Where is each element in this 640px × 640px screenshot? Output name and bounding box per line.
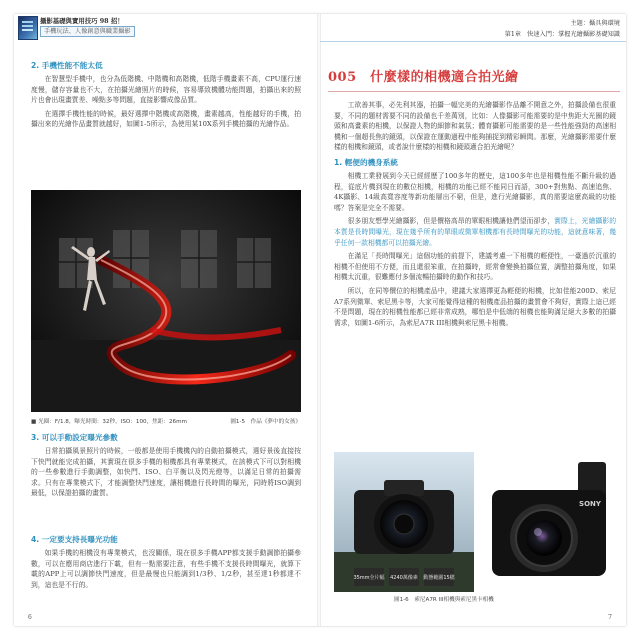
- section-title: 005 什麼樣的相機適合拍光繪: [328, 70, 519, 85]
- camera-badge: 35mm全片幅: [353, 575, 385, 581]
- section-heading: 2. 手機性能不能太低: [31, 61, 103, 70]
- highlighted-text: 實際上，光繪攝影的本質是長時間曝光，現在幾乎所有的單眼或微單相機都有長時間曝光的功能，這就意味著，幾乎任何一款相機都可以拍攝光繪。: [334, 217, 617, 247]
- paragraph: 日常拍攝風景照片的時候，一般都是使用手機機內的自動拍攝模式，選好景後直接按下快門就能完成拍攝，其實現在很多手機的相機都具有專業模式，在該模式下可以對相機的一些參數進行手動調整，如快門、ISO、白平衡以及閃光燈等，以滿足日常的拍攝需求。只有在專業模式下，才能調整快門速度，讓相機進行長時間的曝光，同時將ISO調到最低，以保證拍攝的畫質。: [31, 447, 301, 498]
- paragraph: 在滿足「長時間曝光」這個功能的前提下，建議考慮一下相機的輕便性，一臺過於沉重的相機不但使用不方便，而且還很笨重，在拍攝時，經常會變換拍攝位置，調整拍攝角度，如果相機太沉重，很難應付多個流暢拍攝時的動作和技巧。: [334, 252, 616, 282]
- page-number: 6: [28, 614, 32, 621]
- paragraph: 所以，在同等價位的相機產品中，建議大家選擇更為輕便的相機，比如佳能200D、索尼A7系列微單、索尼黑卡等，大家可能覺得這種的相機產品拍攝的畫質會不夠好，實際上這已經不是問題，現在的相機性能都已經非常成熟，哪怕是中低端的相機也能夠滿足絕大多數的拍攝需求，如圖1-6所示，為索尼A7R III相機與索尼黑卡相機。: [334, 286, 616, 327]
- figure-caption: 圖1-5 作品《夢中的女孩》: [230, 419, 301, 425]
- paragraph: 如果手機的相機沒有專業模式，也沒關係，現在很多手機APP都支援手動調節拍攝參數，可以在應用商店進行下載，但有一點需要注意，有些手機不支援長時間曝光，就算下載的APP上可以調節快門速度，但是最慢也只能調到1/3秒、1/2秒，甚至達1秒都達不到，這也是不行的。: [31, 549, 301, 589]
- right-page: [320, 14, 626, 626]
- section-heading: 3. 可以手動設定曝光參數: [31, 433, 118, 442]
- photo-parameters: ■ 光圈：F/1.8，曝光時間：32秒，ISO：100，焦距：26mm: [31, 419, 187, 425]
- figure-caption: 圖1-6 索尼A7R III相機與索尼黑卡相機: [394, 597, 494, 603]
- paragraph: 相機工業發展到今天已經經歷了100多年的歷史，這100多年也是相機性能不斷升級的過程，從底片機到現在的數位相機，相機的功能已經不能同日而語，300+對焦點、高速追焦、4K攝影、14級高寬容度等新功能層出不窮，但是，進行光繪攝影，真的需要這麼高級的功能嗎？答案是完全不需要。: [334, 171, 616, 212]
- chapter-title: 第1章 快速入門：掌握光繪攝影基礎知識: [504, 31, 620, 38]
- section-rule: [328, 91, 620, 92]
- page-number: 7: [608, 614, 612, 621]
- section-3: [31, 432, 301, 499]
- camera-brand: SONY: [579, 500, 601, 508]
- book-subtitle: 手機玩法、人像創意與職業攝影: [40, 26, 135, 37]
- right-body: [334, 100, 616, 328]
- section-heading: 4. 一定要支持長曝光功能: [31, 535, 118, 544]
- left-page: [14, 14, 318, 626]
- section-2: [31, 60, 301, 130]
- paragraph: 在智慧型手機中，也分為低階機、中階機和高階機，低階手機畫素不高，CPU運行速度慢，儲存容量也不大，在拍攝光繪照片的時候，容易導致機體功能問題，拍攝出來的照片也會出現畫質差、噪點多等問題，直接影響成像品質。: [31, 75, 301, 105]
- figure-1-5: [31, 190, 301, 427]
- left-page-header: [14, 14, 318, 40]
- paragraph: 在選擇手機性能的時候，最好選擇中階機或高階機，畫素越高，性能越好的手機，拍攝出來的光繪作品畫質就越好，如圖1-5所示，為使用某10X系列手機拍攝的光繪作品。: [31, 109, 301, 129]
- header-rule: [320, 41, 626, 42]
- section-4: [31, 534, 301, 590]
- figure-1-6: [334, 452, 616, 603]
- sony-rx100-photo: [478, 452, 616, 592]
- paragraph: [334, 216, 616, 248]
- camera-badge: 動態範圍15檔: [423, 575, 455, 581]
- chapter-topic: 主題：攝具與環境: [570, 20, 620, 27]
- camera-badge: 4240萬像素: [390, 575, 418, 581]
- paragraph-text: 很多朋友想學光繪攝影，但是價格高昂的單眼相機讓他們望而卻步，: [347, 217, 555, 226]
- subsection-heading: 1. 輕便的機身系統: [334, 157, 398, 167]
- book-cover-thumbnail: [18, 16, 38, 40]
- book-title: 攝影基礎與實用技巧 98 招！: [40, 17, 124, 25]
- intro-paragraph: 工欲善其事，必先利其器，拍攝一幅完美的光繪攝影作品離不開意之外，拍攝設備也很重要，不同的題材需要不同的設備也千差萬別，比如：人像攝影可能需要的是中焦距大光圈的鏡頭和高畫素的相機，以保證人物的細節和氣氛；體育攝影可能需要的是一些性能強勁的高速相機和一個超長焦的鏡頭，以保證在運動過程中能夠捕捉到精彩瞬間。那麼，光繪攝影需要什麼樣的相機和鏡頭，或者說什麼樣的相機和鏡頭適合拍光繪呢？: [334, 101, 616, 152]
- light-painting-photo: [31, 190, 301, 412]
- sony-a7r3-photo: [334, 452, 474, 592]
- book-spread: [14, 14, 626, 626]
